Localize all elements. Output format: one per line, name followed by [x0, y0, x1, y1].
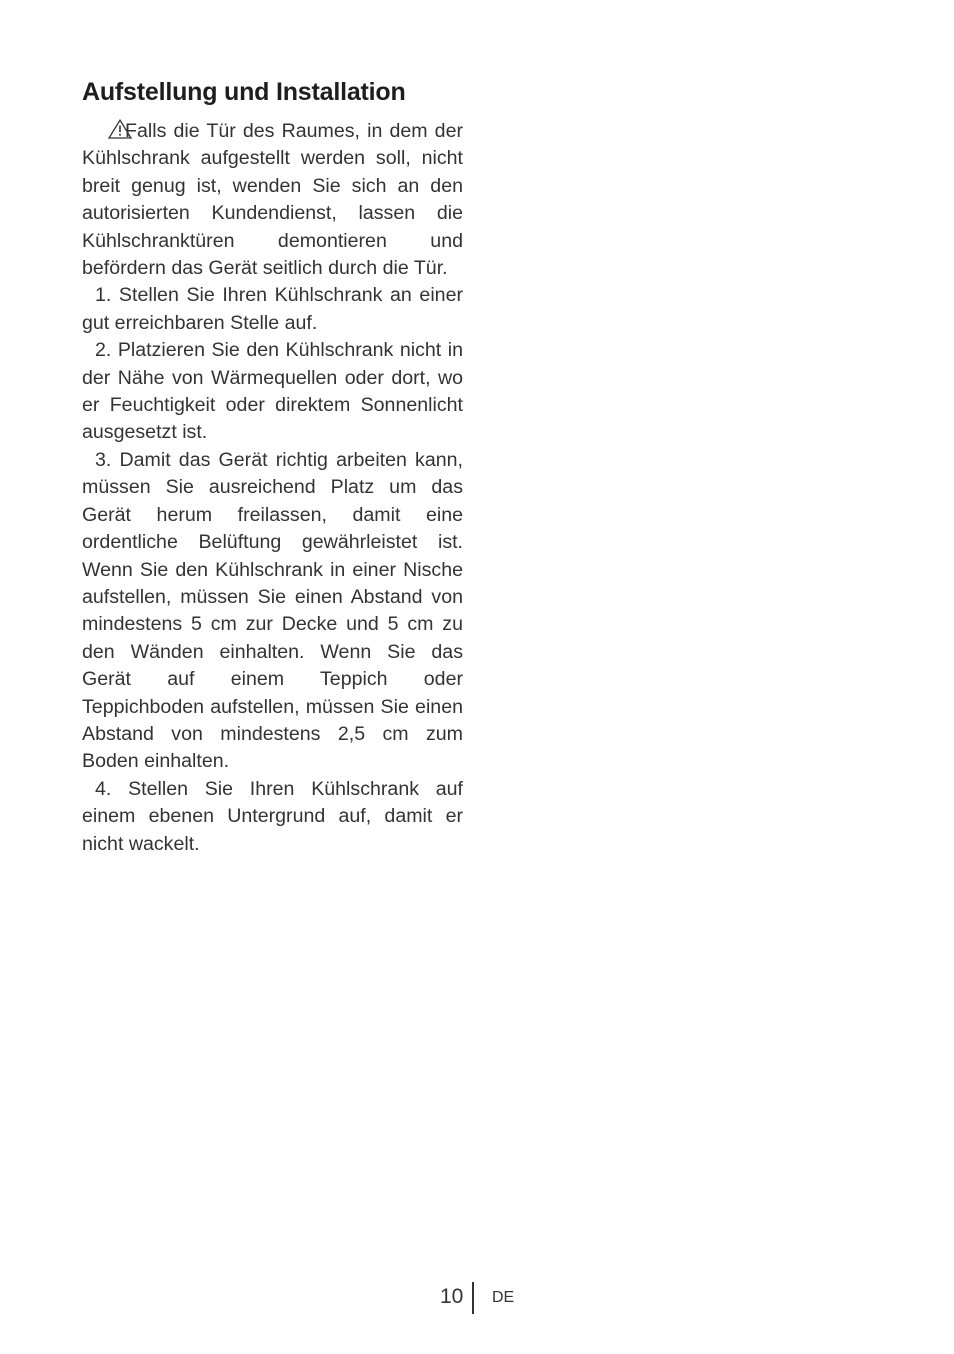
step-3: 3. Damit das Gerät richtig arbeiten kann, müssen Sie ausreichend Platz um das Gerät herum freilassen, damit eine ordentliche Belüftung gewährleistet ist. Wenn Sie den Kühlschrank in einer Nische aufstellen, müssen Sie einen Abstand von mindestens 5 cm zur Decke und 5 cm zu den Wänden einhalten. Wenn Sie das Gerät auf einem Teppich oder Teppichboden aufstellen, müssen Sie einen Abstand von mindestens 2,5 cm zum Boden einhalten. — [82, 448, 463, 773]
step-4: 4. Stellen Sie Ihren Kühlschrank auf einem ebenen Untergrund auf, damit er nicht wackelt. — [82, 777, 463, 855]
page-number: 10 — [440, 1285, 464, 1308]
section-title: Aufstellung und Installation — [82, 78, 406, 106]
warning-text: Falls die Tür des Raumes, in dem der Kühlschrank aufgestellt werden soll, nicht breit genug ist, wenden Sie sich an den autorisierten Kundendienst, lassen die Kühlschranktüren demontieren und befördern das Gerät seitlich durch die Tür. — [82, 120, 463, 280]
language-code: DE — [492, 1289, 515, 1306]
page-footer — [0, 1282, 954, 1316]
footer-divider — [472, 1282, 474, 1314]
content-column — [82, 72, 463, 858]
step-1: 1. Stellen Sie Ihren Kühlschrank an einer gut erreichbaren Stelle auf. — [82, 284, 463, 334]
step-2: 2. Platzieren Sie den Kühlschrank nicht in der Nähe von Wärmequellen oder dort, wo er Feuchtigkeit oder direktem Sonnenlicht ausgesetzt ist. — [82, 339, 463, 444]
warning-paragraph — [82, 118, 463, 282]
warning-triangle-icon — [95, 119, 119, 139]
